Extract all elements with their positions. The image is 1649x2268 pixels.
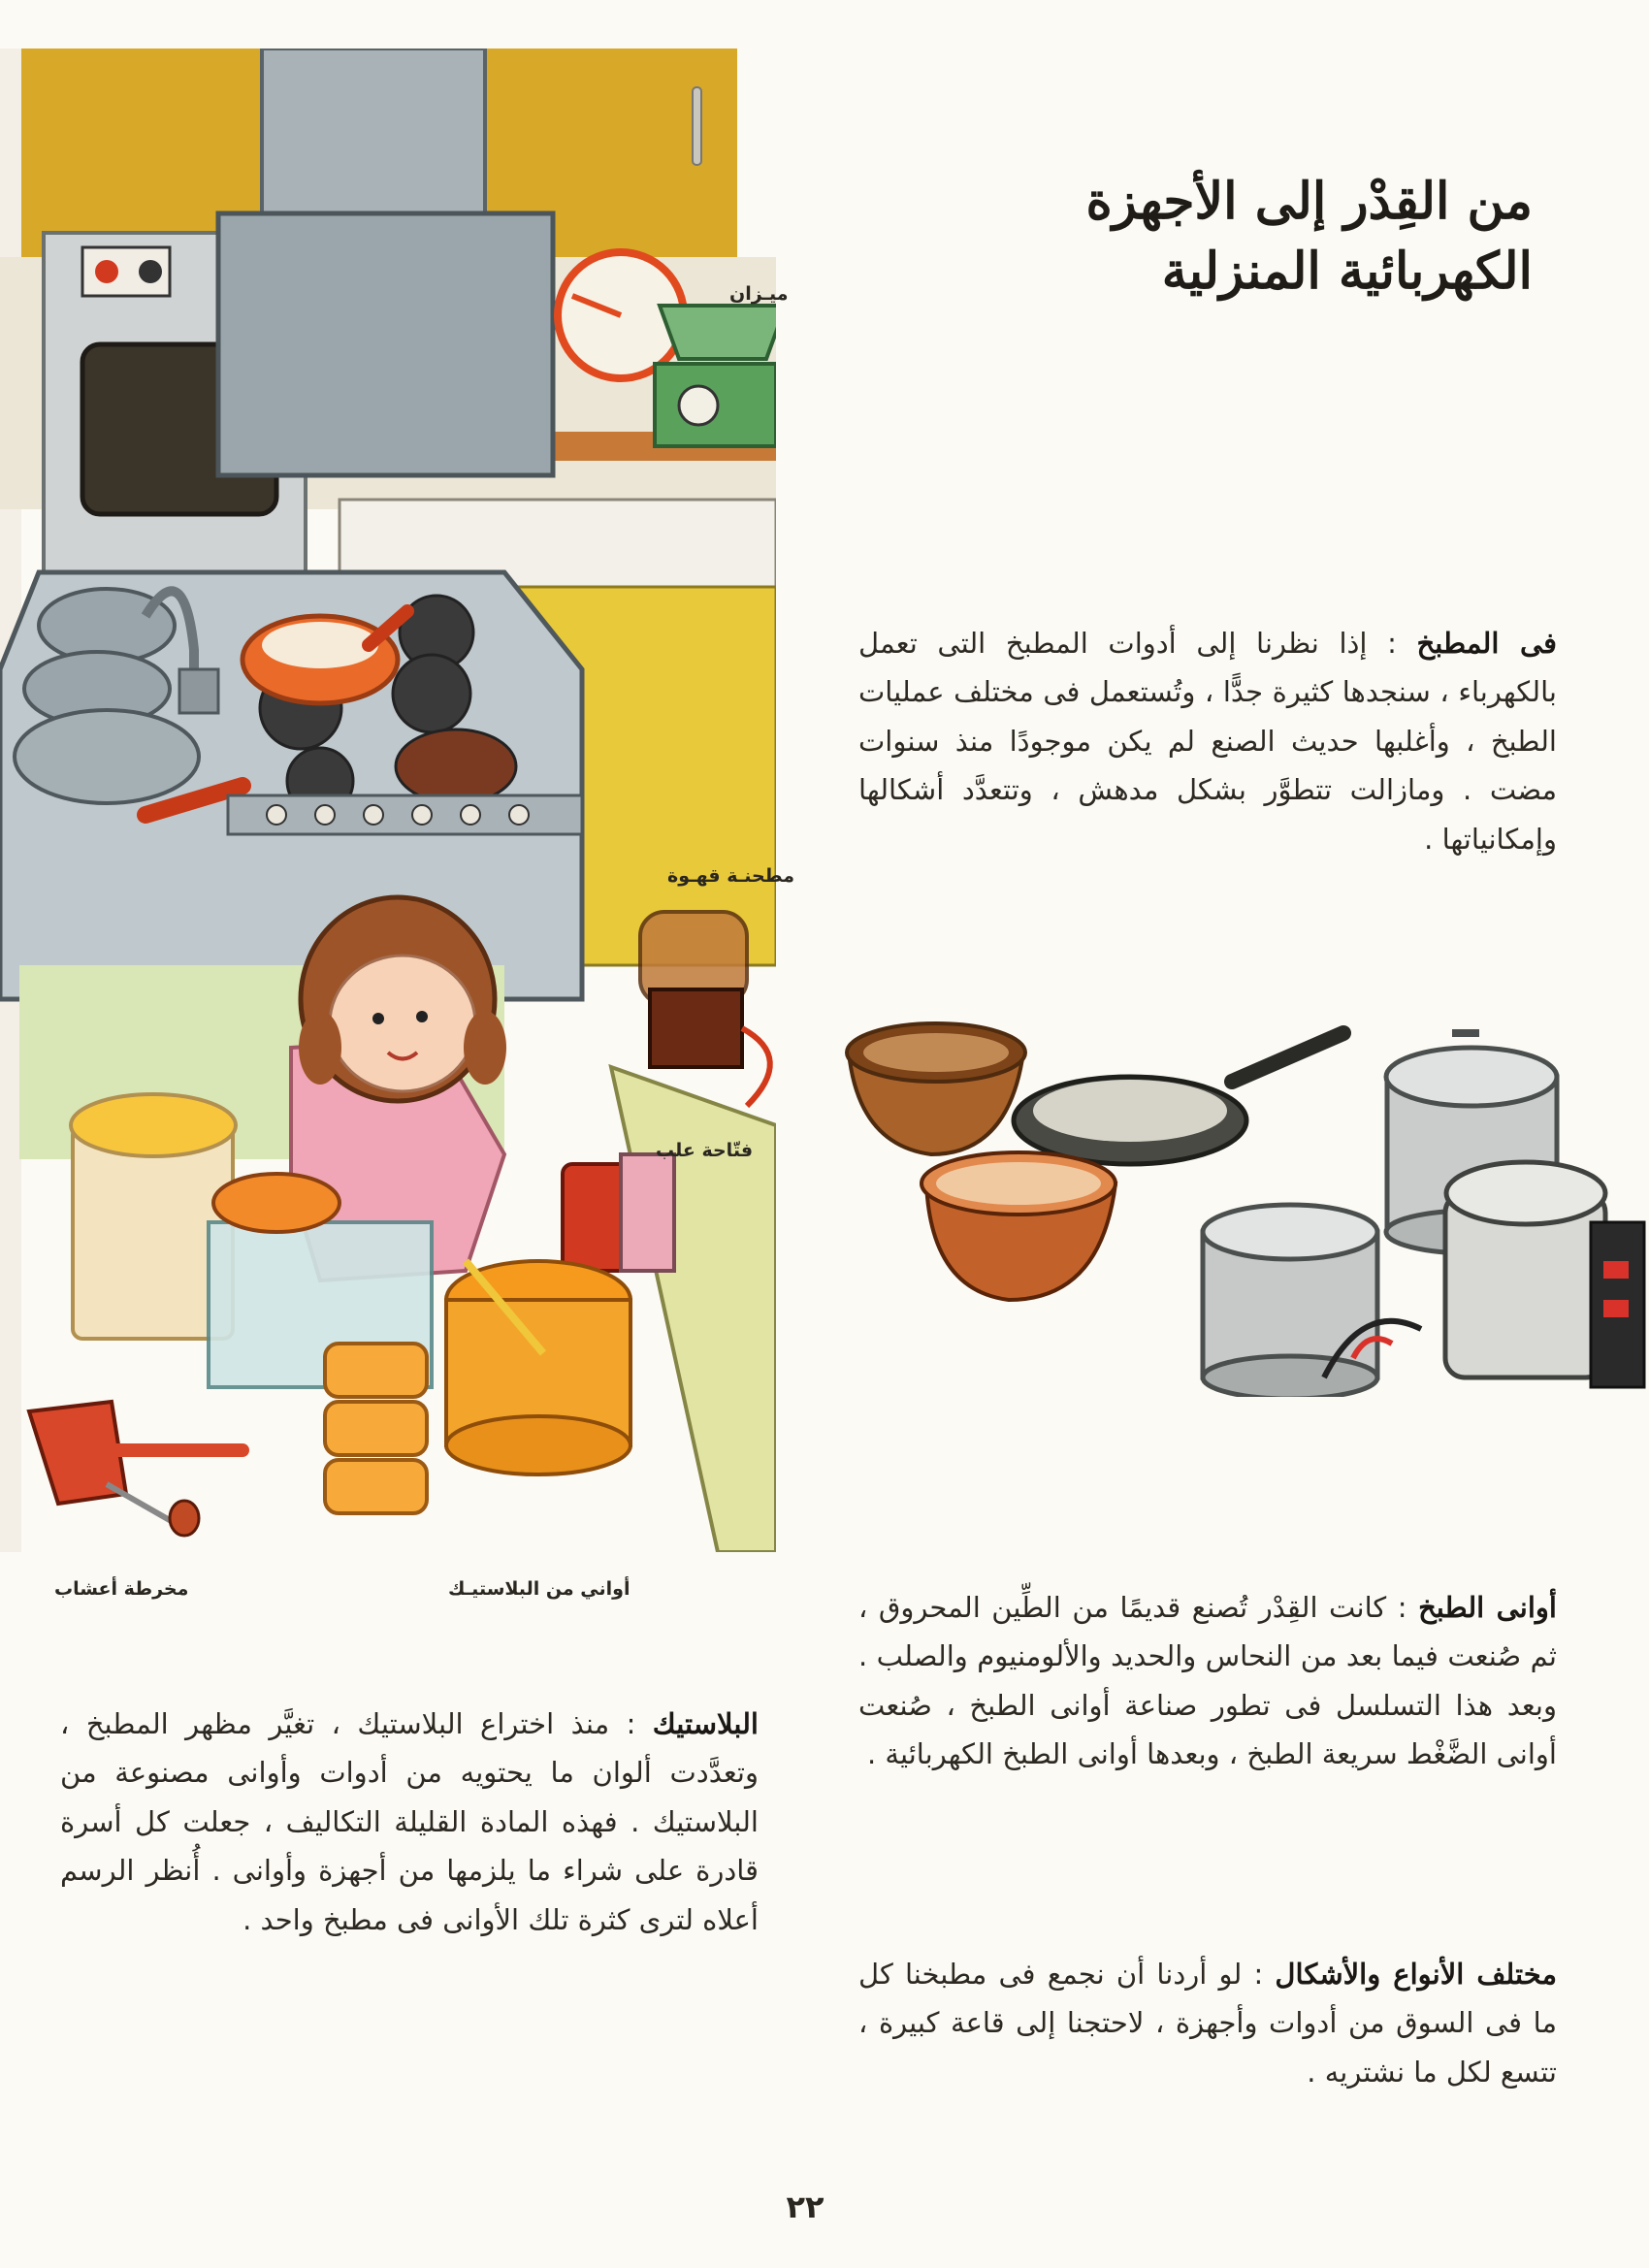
paragraph-types-and-shapes bbox=[858, 1950, 1557, 2096]
page-number: ٢٢ bbox=[786, 2188, 824, 2225]
paragraph-heading: فى المطبخ bbox=[1416, 627, 1557, 660]
paragraph-body: : منذ اختراع البلاستيك ، تغيَّر مظهر المطبخ ، وتعدَّدت ألوان ما يحتويه من أدوات وأوانى مصنوعة من البلاستيك . فهذه المادة القليلة التكاليف ، جعلت كل أسرة قادرة على شراء ما يلزمها من أجهزة وأوانى . أُنظر الرسم أعلاه لترى كثرة تلك الأوانى فى مطبخ واحد . bbox=[60, 1707, 759, 1936]
paragraph-body: : لو أردنا أن نجمع فى مطبخنا كل ما فى السوق من أدوات وأجهزة ، لاحتجنا إلى قاعة كبيرة ، تتسع لكل ما نشتريه . bbox=[858, 1958, 1557, 2089]
paragraph-heading: أوانى الطبخ bbox=[1418, 1591, 1557, 1624]
caption-coffee-grinder: مطحنـة قهـوة bbox=[667, 865, 794, 887]
clay-pot bbox=[847, 1023, 1025, 1154]
caption-herb-grater: مخرطة أعشاب bbox=[54, 1578, 189, 1600]
copper-pan bbox=[922, 1152, 1116, 1300]
paragraph-body: : كانت القِدْر تُصنع قديمًا من الطِّين المحروق ، ثم صُنعت فيما بعد من النحاس والحديد والألومنيوم والصلب . وبعد هذا التسلسل فى تطور صناعة أوانى الطبخ ، صُنعت أوانى الضَّغْط سريعة الطبخ ، وبعدها أوانى الطبخ الكهربائية . bbox=[858, 1591, 1557, 1771]
caption-plastic-ware: أواني من البلاستيـك bbox=[448, 1578, 630, 1600]
paragraph-heading: البلاستيك bbox=[652, 1707, 759, 1740]
can-opener bbox=[621, 1154, 674, 1271]
paragraph-plastic bbox=[60, 1700, 759, 1944]
frying-pan bbox=[1014, 1033, 1343, 1164]
aluminum-pot bbox=[1203, 1205, 1377, 1397]
page-title: من القِدْر إلى الأجهزة الكهربائية المنزلية bbox=[1085, 172, 1533, 301]
paragraph-heading: مختلف الأنواع والأشكال bbox=[1275, 1958, 1557, 1991]
kitchen-illustration bbox=[0, 49, 776, 1552]
herb-grater bbox=[29, 1402, 242, 1536]
range-hood bbox=[262, 49, 485, 233]
caption-can-opener: فتّاحة علب bbox=[656, 1140, 754, 1161]
paragraph-kitchen bbox=[858, 619, 1557, 863]
paragraph-body: : إذا نظرنا إلى أدوات المطبخ التى تعمل بالكهرباء ، سنجدها كثيرة جدًّا ، وتُستعمل فى مختلف عمليات الطبخ ، وأغلبها حديث الصنع لم يكن موجودًا منذ سنوات مضت . ومازالت تتطوَّر بشكل مدهش ، وتتعدَّد أشكالها وإمكانياتها . bbox=[858, 627, 1557, 856]
paragraph-cooking-pots bbox=[858, 1583, 1557, 1779]
cookware-illustration bbox=[839, 1009, 1646, 1397]
caption-scale: ميـزان bbox=[729, 283, 789, 305]
